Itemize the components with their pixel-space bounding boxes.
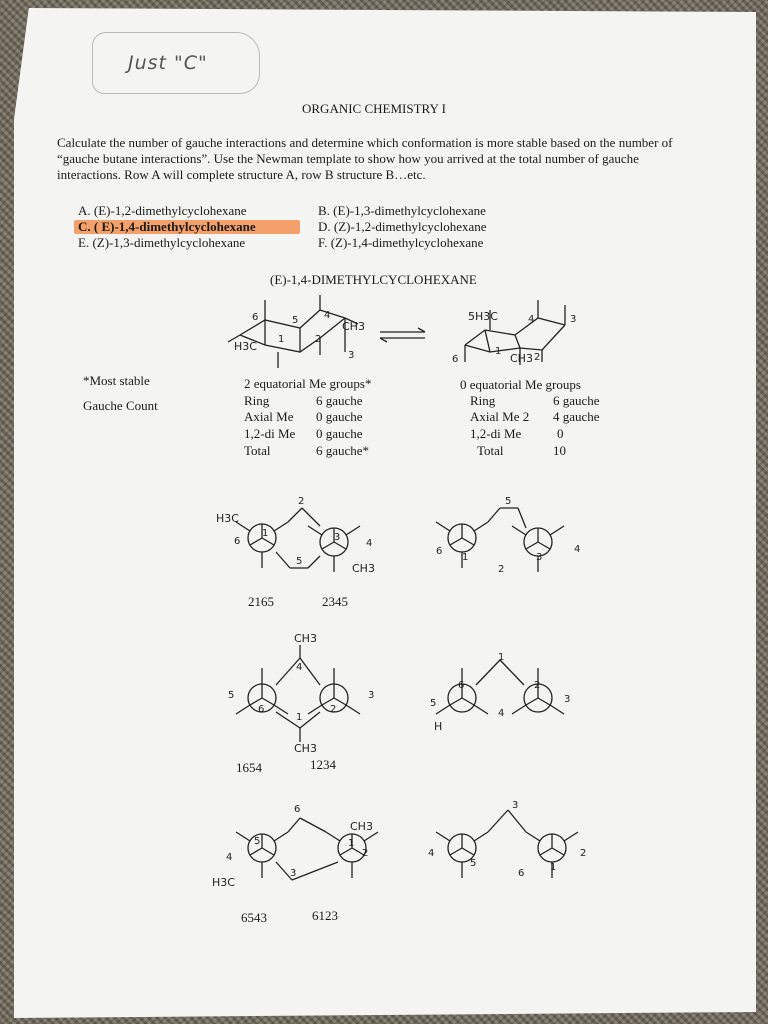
newman-r1l-n4: 4 [366, 538, 373, 549]
newman-caption-1234: 1234 [310, 757, 336, 772]
left-row-label: Axial Me [244, 409, 294, 424]
right-row-label: Ring [470, 393, 496, 408]
option-a: A. (E)-1,2-dimethylcyclohexane [78, 203, 247, 218]
newman-r3l-n6: 6 [294, 804, 301, 815]
newman-r2l-ch3-bottom: CH3 [294, 742, 317, 755]
newman-r3l-n1: 1 [348, 838, 355, 849]
newman-caption-6123: 6123 [312, 908, 338, 923]
option-b: B. (E)-1,3-dimethylcyclohexane [318, 203, 486, 218]
chair-left-num-4: 4 [324, 310, 331, 321]
newman-r1r-n3: 3 [536, 552, 543, 563]
newman-caption-2165: 2165 [248, 594, 274, 609]
chair-left-num-6: 6 [252, 312, 259, 323]
chair-left-num-5: 5 [292, 315, 299, 326]
left-row-value: 0 gauche [316, 426, 363, 441]
chair-right-num-4: 4 [528, 314, 535, 325]
left-row-label: Ring [244, 393, 270, 408]
chair-right-num-3: 3 [570, 314, 577, 325]
newman-r2l-n4: 4 [296, 662, 303, 673]
right-row-label: Total [477, 443, 504, 458]
newman-r3r-n4: 4 [428, 848, 435, 859]
right-row-label: 1,2-di Me [470, 426, 522, 441]
newman-r1l-n3: 3 [334, 532, 341, 543]
newman-r3r-n6: 6 [518, 868, 525, 879]
option-d: D. (Z)-1,2-dimethylcyclohexane [318, 219, 487, 234]
chair-right-num-1: 1 [495, 346, 502, 357]
newman-r2l-n6: 6 [258, 704, 265, 715]
option-f: F. (Z)-1,4-dimethylcyclohexane [318, 235, 484, 250]
newman-r2l-n1: 1 [296, 712, 303, 723]
option-c: C. ( E)-1,4-dimethylcyclohexane [78, 219, 256, 234]
newman-r2r-n3: 3 [564, 694, 571, 705]
newman-r3r-n1: 1 [550, 862, 557, 873]
newman-r1l-n5: 5 [296, 556, 303, 567]
newman-r2l-n2: 2 [330, 704, 337, 715]
newman-r1l-n2: 2 [298, 496, 305, 507]
chair-right-h3c: 5H3C [468, 310, 498, 323]
newman-r1l-ch3: CH3 [352, 562, 375, 575]
newman-r2l-n3: 3 [368, 690, 375, 701]
newman-r3l-n3: 3 [290, 868, 297, 879]
chair-right-num-2: 2 [534, 352, 541, 363]
chair-right-ch3: CH3 [510, 352, 533, 365]
newman-r3r-n5: 5 [470, 858, 477, 869]
newman-r2r-n2: 2 [534, 680, 541, 691]
right-row-value: 10 [553, 443, 566, 458]
newman-r3l-ch3: CH3 [350, 820, 373, 833]
left-row-label: 1,2-di Me [244, 426, 296, 441]
chair-left-num-3: 3 [348, 350, 355, 361]
newman-caption-6543: 6543 [241, 910, 267, 925]
newman-r3l-n4: 4 [226, 852, 233, 863]
newman-r3l-n2: 2 [362, 848, 369, 859]
chair-equilibrium-diagram [220, 290, 620, 380]
most-stable-label: *Most stable [83, 373, 150, 388]
newman-r1r-n2: 2 [498, 564, 505, 575]
newman-r1r-n4: 4 [574, 544, 581, 555]
right-row-value: 6 gauche [553, 393, 600, 408]
chair-left-h3c: H3C [234, 340, 257, 353]
instructions-paragraph: Calculate the number of gauche interactions and determine which conformation is more stable based on the number of “gauche butane interactions”. Use the Newman template to show how you arrived at the total number of gauche interactions. Row A will complete structure A, row B structure B…etc. [57, 135, 673, 182]
chair-left-num-2: 2 [315, 334, 322, 345]
left-row-label: Total [244, 443, 271, 458]
newman-r3r-n3: 3 [512, 800, 519, 811]
left-row-value: 6 gauche* [316, 443, 370, 458]
left-row-value: 6 gauche [316, 393, 363, 408]
newman-r2l-n5: 5 [228, 690, 235, 701]
newman-projections [200, 480, 620, 950]
newman-caption-1654: 1654 [236, 760, 262, 775]
newman-r1r-n5: 5 [505, 496, 512, 507]
newman-r2r-n4: 4 [498, 708, 505, 719]
newman-r1l-h3c: H3C [216, 512, 239, 525]
structure-title: (E)-1,4-DIMETHYLCYCLOHEXANE [270, 272, 477, 287]
newman-r2r-n1: 1 [498, 652, 505, 663]
newman-r3l-h3c: H3C [212, 876, 235, 889]
right-table-heading: 0 equatorial Me groups [460, 377, 581, 392]
newman-r2l-ch3-top: CH3 [294, 632, 317, 645]
newman-r2r-n5: 5 [430, 698, 437, 709]
right-row-value: 0 [557, 426, 564, 441]
newman-r2r-h: H [434, 720, 443, 733]
option-e: E. (Z)-1,3-dimethylcyclohexane [78, 235, 246, 250]
newman-r1l-n1: 1 [262, 528, 269, 539]
page-title: ORGANIC CHEMISTRY I [302, 101, 446, 116]
right-row-label: Axial Me 2 [470, 409, 530, 424]
newman-r3l-n5: 5 [254, 836, 261, 847]
newman-r1r-n6: 6 [436, 546, 443, 557]
left-table-heading: 2 equatorial Me groups* [244, 376, 372, 391]
chair-left-num-1: 1 [278, 334, 285, 345]
left-row-value: 0 gauche [316, 409, 363, 424]
handwritten-note: Just "C" [128, 52, 208, 74]
newman-caption-2345: 2345 [322, 594, 348, 609]
newman-r2r-n6: 6 [458, 680, 465, 691]
newman-r1l-n6: 6 [234, 536, 241, 547]
newman-r1r-n1: 1 [462, 552, 469, 563]
chair-right-num-6: 6 [452, 354, 459, 365]
chair-left-ch3: CH3 [342, 320, 365, 333]
newman-r3r-n2: 2 [580, 848, 587, 859]
right-row-value: 4 gauche [553, 409, 600, 424]
gauche-count-label: Gauche Count [83, 398, 158, 413]
